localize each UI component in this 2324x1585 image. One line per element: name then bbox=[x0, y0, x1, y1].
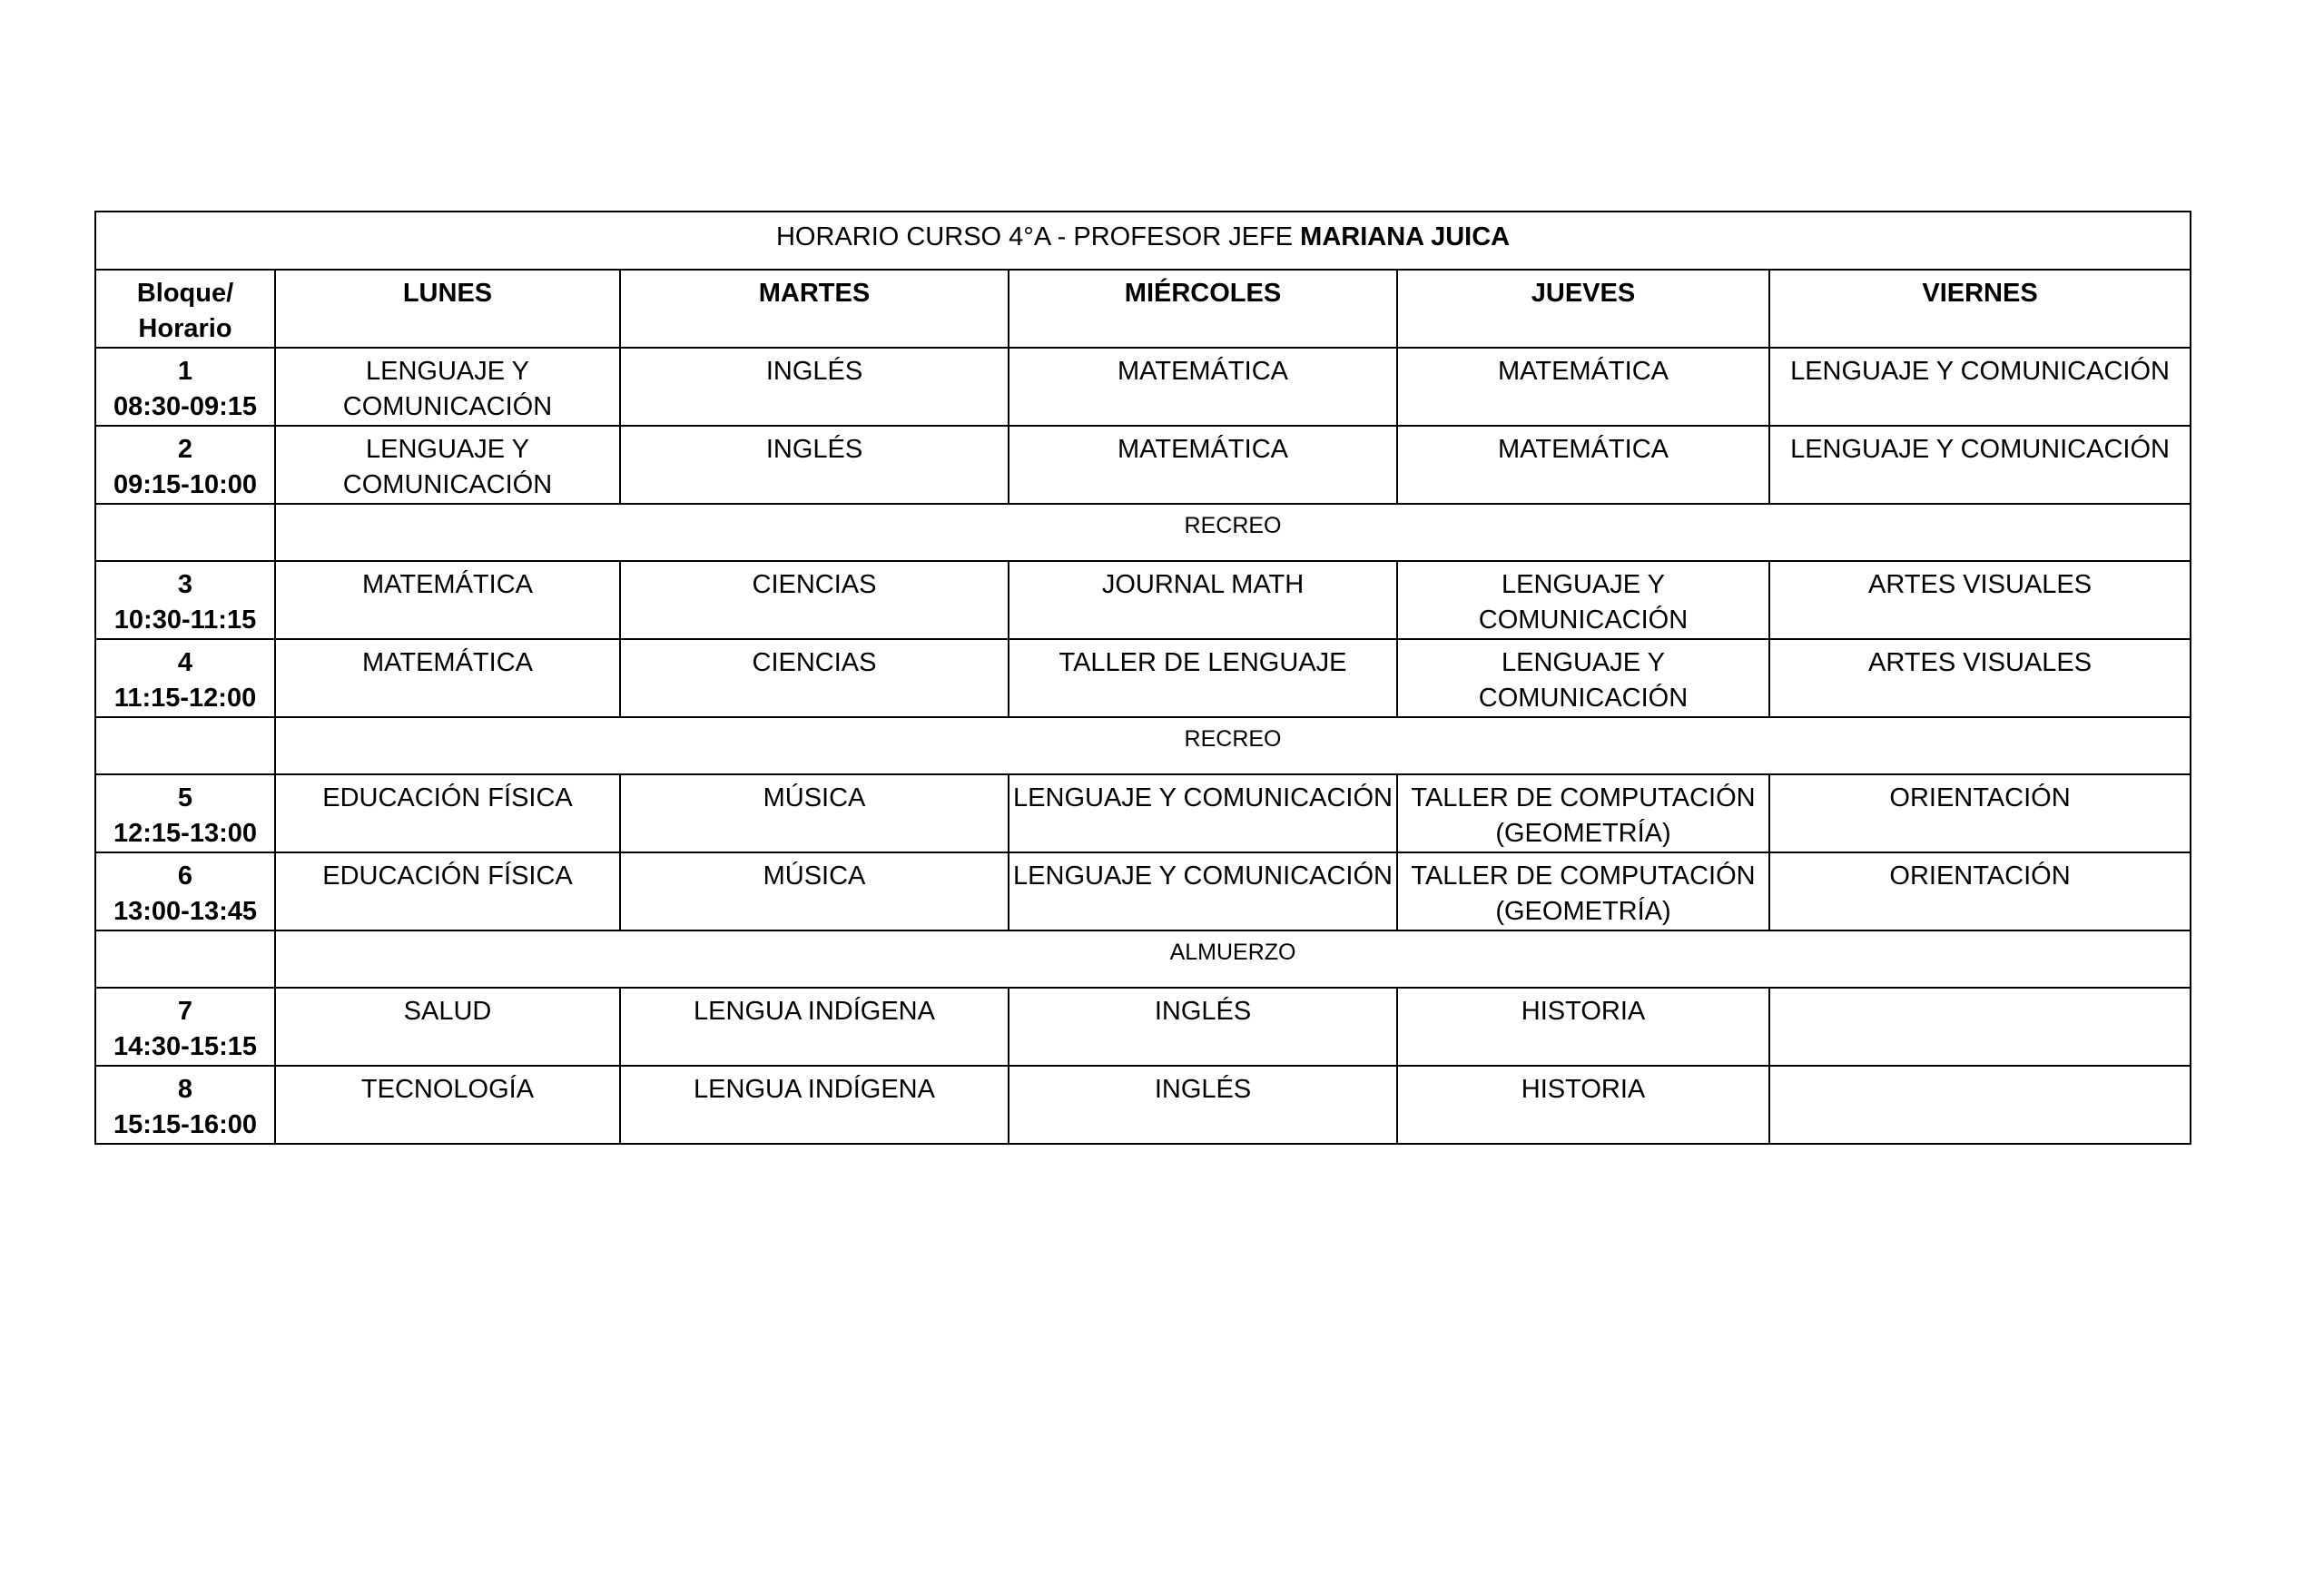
break-bloque-cell bbox=[95, 717, 275, 774]
teacher-name: MARIANA JUICA bbox=[1300, 222, 1511, 251]
day-header-viernes: VIERNES bbox=[1769, 270, 2191, 348]
subject-text: INGLÉS bbox=[765, 435, 863, 464]
subject-text: COMUNICACIÓN bbox=[342, 470, 553, 499]
block-row bbox=[95, 774, 2191, 852]
subject-text: LENGUAJE Y COMUNICACIÓN bbox=[1790, 357, 2170, 386]
block-number: 2 bbox=[177, 435, 193, 464]
subject-text: MATEMÁTICA bbox=[362, 648, 533, 677]
subject-text: CIENCIAS bbox=[752, 570, 877, 599]
subject-cell bbox=[1769, 852, 2191, 930]
subject-text: ARTES VISUALES bbox=[1868, 570, 2093, 599]
subject-cell bbox=[1769, 561, 2191, 639]
subject-text: LENGUAJE Y COMUNICACIÓN bbox=[1013, 783, 1393, 812]
subject-cell bbox=[1397, 561, 1769, 639]
bloque-header-line1: Bloque/ bbox=[136, 279, 234, 308]
subject-cell bbox=[1769, 426, 2191, 504]
bloque-cell bbox=[95, 348, 275, 426]
subject-text: HISTORIA bbox=[1521, 1075, 1646, 1104]
subject-text: LENGUAJE Y COMUNICACIÓN bbox=[1478, 570, 1689, 635]
subject-cell bbox=[1397, 426, 1769, 504]
subject-text: JOURNAL MATH bbox=[1101, 570, 1305, 599]
bloque-cell bbox=[95, 426, 275, 504]
subject-text: LENGUA INDÍGENA bbox=[694, 1075, 935, 1104]
title-prefix: HORARIO CURSO 4°A - PROFESOR JEFE bbox=[775, 222, 1301, 251]
subject-cell bbox=[1009, 561, 1397, 639]
subject-text: (GEOMETRÍA) bbox=[1495, 819, 1671, 848]
bloque-cell bbox=[95, 774, 275, 852]
subject-cell bbox=[275, 639, 620, 717]
break-row bbox=[95, 504, 2191, 561]
subject-text: ARTES VISUALES bbox=[1868, 648, 2093, 677]
subject-cell bbox=[1009, 639, 1397, 717]
break-bloque-cell bbox=[95, 504, 275, 561]
subject-text: CIENCIAS bbox=[752, 648, 877, 677]
block-time: 13:00-13:45 bbox=[113, 897, 257, 926]
break-label: ALMUERZO bbox=[275, 930, 2191, 988]
bloque-cell bbox=[95, 988, 275, 1066]
subject-text: MATEMÁTICA bbox=[1118, 357, 1288, 386]
subject-text: LENGUAJE Y COMUNICACIÓN bbox=[1478, 648, 1689, 713]
block-time: 08:30-09:15 bbox=[113, 392, 257, 421]
subject-cell bbox=[1009, 348, 1397, 426]
subject-text: LENGUAJE Y bbox=[366, 357, 529, 386]
subject-text: MATEMÁTICA bbox=[1498, 435, 1669, 464]
break-row bbox=[95, 930, 2191, 988]
bloque-cell bbox=[95, 639, 275, 717]
subject-cell bbox=[1769, 988, 2191, 1066]
subject-text: TALLER DE COMPUTACIÓN bbox=[1411, 783, 1756, 812]
subject-cell bbox=[275, 1066, 620, 1144]
subject-cell bbox=[275, 348, 620, 426]
subject-cell bbox=[620, 1066, 1009, 1144]
block-time: 15:15-16:00 bbox=[113, 1110, 257, 1139]
subject-cell bbox=[1769, 774, 2191, 852]
subject-cell bbox=[1397, 774, 1769, 852]
day-header-miercoles: MIÉRCOLES bbox=[1009, 270, 1397, 348]
block-time: 09:15-10:00 bbox=[113, 470, 257, 499]
subject-text: ORIENTACIÓN bbox=[1889, 861, 2071, 891]
subject-text: INGLÉS bbox=[1154, 997, 1252, 1026]
break-label: RECREO bbox=[275, 717, 2191, 774]
subject-cell bbox=[275, 561, 620, 639]
subject-cell bbox=[1009, 426, 1397, 504]
schedule-body bbox=[95, 212, 2191, 1144]
day-header-jueves: JUEVES bbox=[1397, 270, 1769, 348]
block-row bbox=[95, 1066, 2191, 1144]
subject-cell bbox=[1009, 852, 1397, 930]
bloque-cell bbox=[95, 561, 275, 639]
subject-text: LENGUAJE Y COMUNICACIÓN bbox=[1013, 861, 1393, 891]
subject-cell bbox=[275, 988, 620, 1066]
subject-text: (GEOMETRÍA) bbox=[1495, 897, 1671, 926]
subject-cell bbox=[1769, 1066, 2191, 1144]
block-number: 4 bbox=[177, 648, 193, 677]
day-header-lunes: LUNES bbox=[275, 270, 620, 348]
subject-cell bbox=[1397, 1066, 1769, 1144]
subject-text: TALLER DE COMPUTACIÓN bbox=[1411, 861, 1756, 891]
subject-cell bbox=[1397, 988, 1769, 1066]
subject-cell bbox=[1397, 639, 1769, 717]
subject-cell bbox=[1009, 1066, 1397, 1144]
subject-text: MÚSICA bbox=[763, 861, 866, 891]
bloque-header-line2: Horario bbox=[138, 314, 232, 343]
subject-cell bbox=[275, 426, 620, 504]
subject-text: MATEMÁTICA bbox=[1118, 435, 1288, 464]
block-time: 12:15-13:00 bbox=[113, 819, 257, 848]
subject-cell bbox=[1397, 852, 1769, 930]
break-label: RECREO bbox=[275, 504, 2191, 561]
subject-cell bbox=[620, 561, 1009, 639]
subject-cell bbox=[1009, 988, 1397, 1066]
subject-cell bbox=[620, 852, 1009, 930]
subject-text: LENGUA INDÍGENA bbox=[694, 997, 935, 1026]
block-number: 6 bbox=[177, 861, 193, 891]
subject-cell bbox=[620, 639, 1009, 717]
subject-text: MATEMÁTICA bbox=[362, 570, 533, 599]
break-row bbox=[95, 717, 2191, 774]
break-bloque-cell bbox=[95, 930, 275, 988]
subject-text: EDUCACIÓN FÍSICA bbox=[322, 783, 573, 812]
bloque-header bbox=[95, 270, 275, 348]
subject-text: LENGUAJE Y COMUNICACIÓN bbox=[1790, 435, 2170, 464]
subject-cell bbox=[620, 348, 1009, 426]
block-time: 11:15-12:00 bbox=[113, 684, 257, 713]
block-time: 10:30-11:15 bbox=[113, 605, 257, 635]
subject-text: TECNOLOGÍA bbox=[360, 1075, 535, 1104]
subject-text: MÚSICA bbox=[763, 783, 866, 812]
block-number: 7 bbox=[177, 997, 193, 1026]
block-row bbox=[95, 639, 2191, 717]
block-number: 1 bbox=[177, 357, 193, 386]
subject-cell bbox=[620, 426, 1009, 504]
subject-cell bbox=[620, 774, 1009, 852]
subject-text: COMUNICACIÓN bbox=[342, 392, 553, 421]
bloque-cell bbox=[95, 852, 275, 930]
day-header-martes: MARTES bbox=[620, 270, 1009, 348]
subject-text: HISTORIA bbox=[1521, 997, 1646, 1026]
block-row bbox=[95, 988, 2191, 1066]
subject-text: SALUD bbox=[403, 997, 492, 1026]
block-number: 8 bbox=[177, 1075, 193, 1104]
subject-text: INGLÉS bbox=[765, 357, 863, 386]
block-time: 14:30-15:15 bbox=[113, 1032, 257, 1061]
subject-text: MATEMÁTICA bbox=[1498, 357, 1669, 386]
block-number: 3 bbox=[177, 570, 193, 599]
block-row bbox=[95, 348, 2191, 426]
block-row bbox=[95, 426, 2191, 504]
subject-text: ORIENTACIÓN bbox=[1889, 783, 2071, 812]
subject-cell bbox=[1769, 639, 2191, 717]
block-number: 5 bbox=[177, 783, 193, 812]
subject-text: TALLER DE LENGUAJE bbox=[1059, 648, 1347, 677]
subject-cell bbox=[1769, 348, 2191, 426]
subject-cell bbox=[1397, 348, 1769, 426]
subject-cell bbox=[275, 852, 620, 930]
schedule-title bbox=[95, 212, 2191, 270]
block-row bbox=[95, 852, 2191, 930]
subject-cell bbox=[620, 988, 1009, 1066]
subject-text: EDUCACIÓN FÍSICA bbox=[322, 861, 573, 891]
subject-text: LENGUAJE Y bbox=[366, 435, 529, 464]
title-row bbox=[95, 212, 2191, 270]
subject-cell bbox=[1009, 774, 1397, 852]
schedule-table bbox=[94, 211, 2191, 1145]
subject-text: INGLÉS bbox=[1154, 1075, 1252, 1104]
bloque-cell bbox=[95, 1066, 275, 1144]
block-row bbox=[95, 561, 2191, 639]
subject-cell bbox=[275, 774, 620, 852]
header-row bbox=[95, 270, 2191, 348]
